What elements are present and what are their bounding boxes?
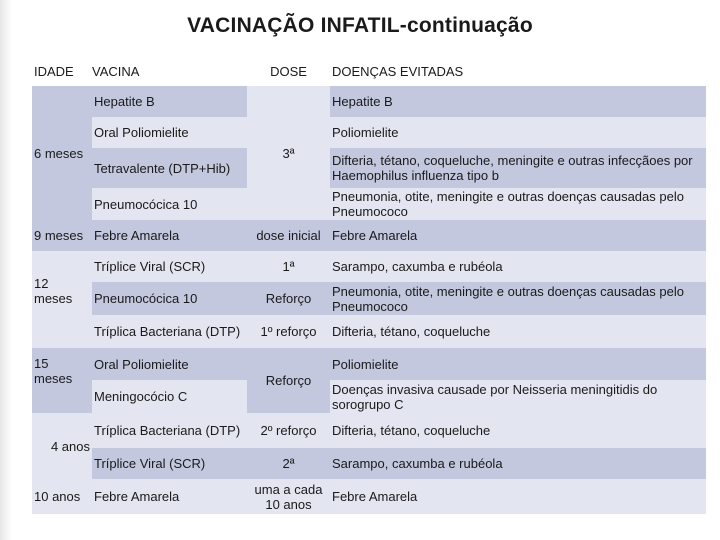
dose-cell	[247, 220, 330, 251]
vaccine-cell	[92, 479, 247, 514]
vaccine-name: Tríplice Viral (SCR)	[94, 456, 206, 471]
diseases-cell	[330, 117, 706, 148]
age-label: 6 meses	[34, 145, 84, 161]
vaccine-cell	[92, 86, 247, 117]
dose-value: uma a cada 10 anos	[254, 481, 323, 512]
header-cell-diseases	[330, 56, 706, 86]
age-cell-15-meses	[32, 348, 92, 413]
age-cell-12-meses	[32, 251, 92, 348]
dose-value: Reforço	[265, 373, 312, 388]
header-age: IDADE	[34, 63, 74, 79]
dose-cell	[247, 479, 330, 514]
diseases-text: Difteria, tétano, coqueluche	[332, 324, 491, 339]
vaccine-cell	[92, 448, 247, 479]
header-cell-dose	[247, 56, 330, 86]
diseases-cell	[330, 148, 706, 188]
diseases-text: Poliomielite	[332, 125, 399, 140]
diseases-cell	[330, 220, 706, 251]
diseases-text: Sarampo, caxumba e rubéola	[332, 259, 503, 274]
dose-cell	[247, 251, 330, 282]
age-label: 9 meses	[34, 228, 84, 243]
dose-cell	[247, 448, 330, 479]
vaccine-name: Meningocócio C	[94, 389, 188, 404]
diseases-cell	[330, 448, 706, 479]
diseases-cell	[330, 348, 706, 380]
left-edge-decoration	[0, 0, 12, 540]
vaccine-name: Tetravalente (DTP+Hib)	[94, 160, 231, 176]
vaccine-cell	[92, 315, 247, 348]
dose-value: 3ª	[282, 145, 295, 161]
header-dose: DOSE	[270, 63, 307, 79]
vaccine-name: Oral Poliomielite	[94, 356, 189, 372]
header-vaccine: VACINA	[92, 63, 140, 79]
vaccine-cell	[92, 117, 247, 148]
vaccine-name: Tríplica Bacteriana (DTP)	[94, 423, 241, 438]
diseases-cell	[330, 315, 706, 348]
diseases-text: Difteria, tétano, coqueluche, meningite e outras infecçãoes por Haemophilus influenza tipo b	[332, 153, 693, 183]
dose-cell	[247, 282, 330, 315]
vaccine-cell	[92, 220, 247, 251]
diseases-cell	[330, 86, 706, 117]
vaccine-cell	[92, 380, 247, 413]
vaccine-cell	[92, 148, 247, 188]
dose-value: 2º reforço	[260, 423, 317, 438]
diseases-text: Hepatite B	[332, 94, 393, 109]
dose-value: 1ª	[282, 259, 295, 274]
dose-cell	[247, 348, 330, 413]
dose-value: 2ª	[282, 456, 295, 471]
dose-value: Reforço	[265, 291, 312, 306]
slide-title: VACINAÇÃO INFATIL-continuação	[187, 14, 533, 37]
dose-cell	[247, 315, 330, 348]
diseases-text: Poliomielite	[332, 356, 399, 372]
vaccine-name: Pneumocócica 10	[94, 196, 198, 212]
diseases-text: Pneumonia, otite, meningite e outras doenças causadas pelo Pneumococo	[332, 283, 684, 314]
vaccine-name: Febre Amarela	[94, 228, 180, 243]
diseases-text: Difteria, tétano, coqueluche	[332, 423, 491, 438]
diseases-text: Doenças invasiva causade por Neisseria meningitidis do sorogrupo C	[332, 381, 658, 412]
vaccine-name: Tríplica Bacteriana (DTP)	[94, 324, 241, 339]
diseases-cell	[330, 251, 706, 282]
diseases-text: Sarampo, caxumba e rubéola	[332, 456, 503, 471]
diseases-cell	[330, 479, 706, 514]
header-cell-age	[32, 56, 92, 86]
age-label: 10 anos	[34, 489, 81, 504]
age-cell-10-anos	[32, 479, 92, 514]
age-label: 12 meses	[34, 276, 73, 306]
age-label: 15 meses	[34, 356, 73, 386]
diseases-cell	[330, 188, 706, 220]
diseases-text: Pneumonia, otite, meningite e outras doenças causadas pelo Pneumococo	[332, 189, 684, 219]
diseases-text: Febre Amarela	[332, 489, 418, 504]
vaccine-cell	[92, 188, 247, 220]
diseases-cell	[330, 413, 706, 448]
header-diseases: DOENÇAS EVITADAS	[332, 63, 464, 79]
vaccine-name: Febre Amarela	[94, 489, 180, 504]
age-label: 4 anos	[50, 438, 90, 454]
vaccine-name: Hepatite B	[94, 94, 155, 109]
vaccine-cell	[92, 413, 247, 448]
vaccine-cell	[92, 282, 247, 315]
diseases-cell	[330, 282, 706, 315]
dose-value: dose inicial	[256, 228, 321, 243]
diseases-cell	[330, 380, 706, 413]
vaccine-cell	[92, 348, 247, 380]
age-cell-9-meses	[32, 220, 92, 251]
age-cell-6-meses	[32, 86, 92, 220]
vaccine-name: Pneumocócica 10	[94, 291, 198, 306]
vaccine-name: Tríplice Viral (SCR)	[94, 259, 206, 274]
header-cell-vaccine	[92, 56, 247, 86]
vaccine-name: Oral Poliomielite	[94, 125, 189, 140]
dose-value: 1º reforço	[260, 324, 317, 339]
vaccine-cell	[92, 251, 247, 282]
dose-cell	[247, 413, 330, 448]
diseases-text: Febre Amarela	[332, 228, 418, 243]
dose-cell	[247, 86, 330, 220]
age-cell-4-anos	[32, 413, 92, 479]
